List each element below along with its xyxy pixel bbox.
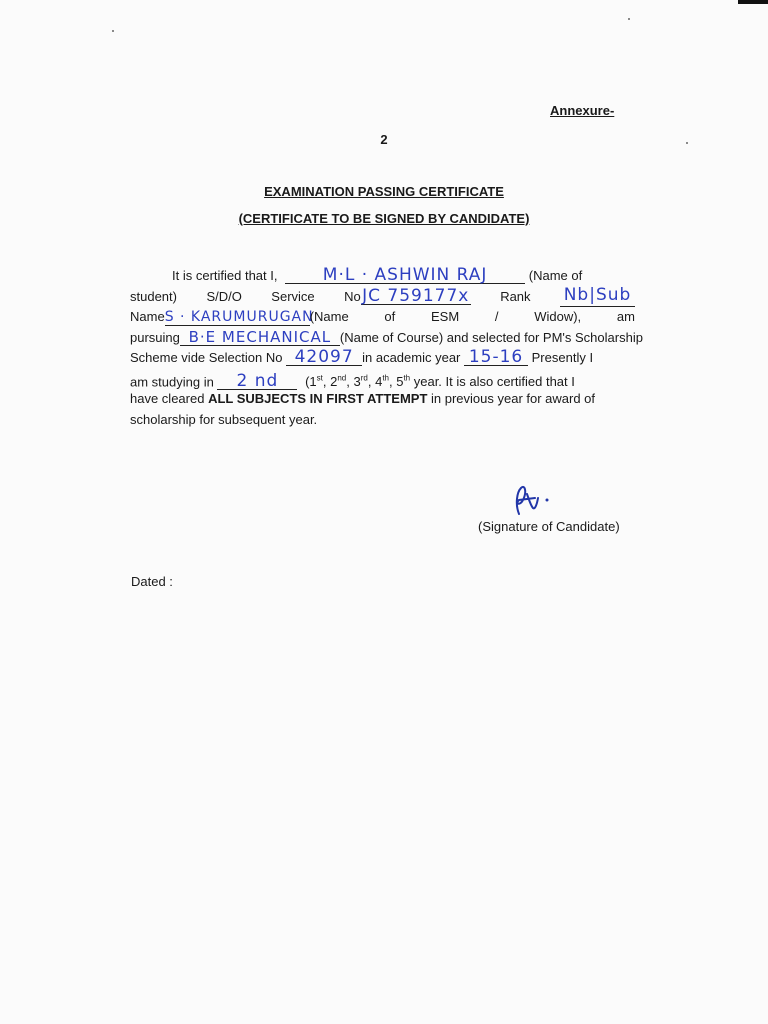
scan-speck	[628, 18, 630, 20]
body-line-6: am studying in 2 nd (1st, 2nd, 3rd, 4th, 5th year. It is also certified that I	[130, 371, 575, 392]
body-line-2: student) S/D/O Service NoJC 759177x Rank Nb|Sub	[130, 287, 635, 307]
esm-name-field: S · KARUMURUGAN	[164, 309, 314, 325]
student-name-field: M·L · ASHWIN RAJ	[285, 267, 525, 284]
document-subtitle: (CERTIFICATE TO BE SIGNED BY CANDIDATE)	[238, 211, 530, 226]
signature-label: (Signature of Candidate)	[478, 519, 620, 534]
service-number-field: JC 759177x	[362, 286, 470, 306]
annexure-label: Annexure-	[550, 103, 615, 118]
page-number: 2	[380, 132, 388, 147]
emphasis-text: ALL SUBJECTS IN FIRST ATTEMPT	[208, 391, 428, 406]
body-line-4: pursuing B·E MECHANICAL (Name of Course) and selected for PM's Scholarship	[130, 328, 643, 346]
document-title: EXAMINATION PASSING CERTIFICATE	[264, 184, 504, 199]
body-line-7: have cleared ALL SUBJECTS IN FIRST ATTEMPT in previous year for award of	[130, 391, 596, 406]
candidate-signature	[505, 484, 565, 520]
scan-edge-mark	[738, 0, 768, 4]
course-field: B·E MECHANICAL	[180, 329, 340, 346]
academic-year-field: 15-16	[464, 349, 528, 366]
body-line-5: Scheme vide Selection No 42097 in academic year 15-16 Presently I	[130, 347, 594, 367]
selection-number-field: 42097	[286, 349, 362, 366]
rank-field: Nb|Sub	[560, 287, 635, 307]
body-line-1: It is certified that I, M·L · ASHWIN RAJ (Name of	[172, 265, 583, 285]
year-of-study-field: 2 nd	[217, 373, 297, 390]
body-line-3: NameS · KARUMURUGAN(Name of ESM / Widow), am	[130, 309, 635, 325]
dated-label: Dated :	[131, 574, 173, 589]
body-line-8: scholarship for subsequent year.	[130, 412, 318, 427]
scan-speck	[112, 30, 114, 32]
